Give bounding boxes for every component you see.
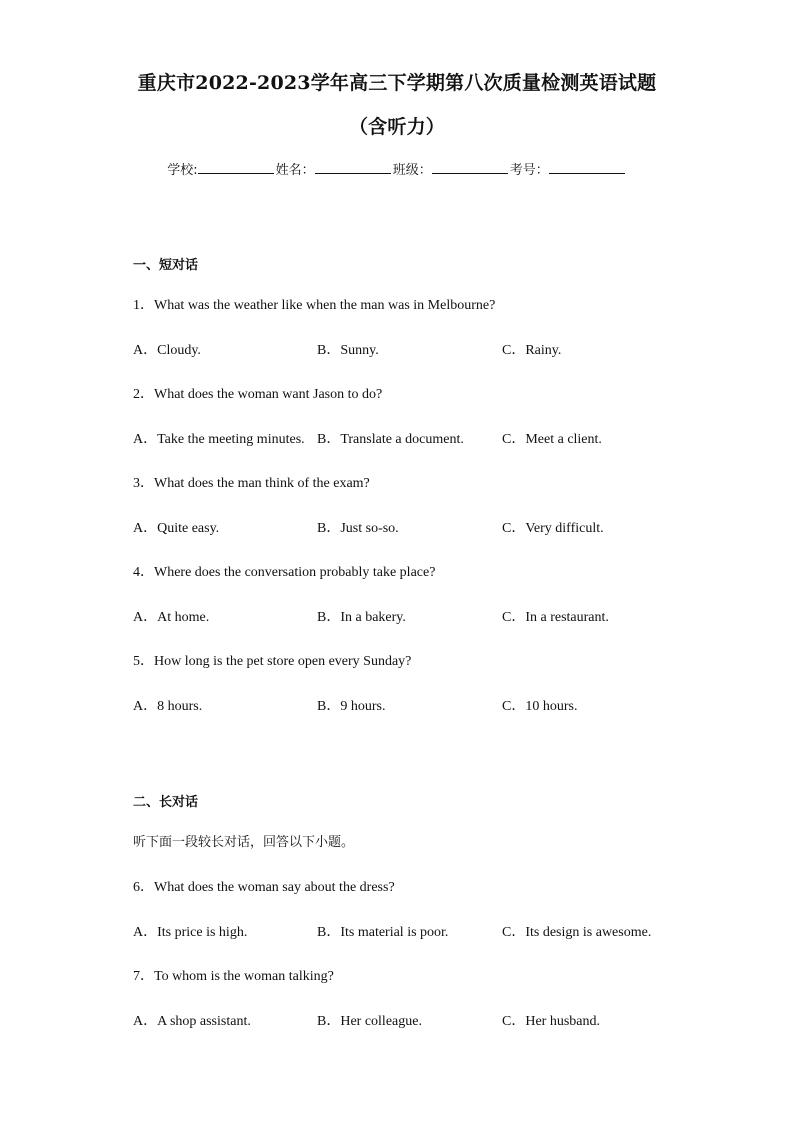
option-c: C．Very difficult.	[502, 521, 604, 536]
option-b: B．Translate a document.	[317, 432, 464, 447]
question-text: 5．How long is the pet store open every Sunday?	[133, 654, 412, 669]
option-a: A．At home.	[133, 610, 210, 625]
option-a: A．Its price is high.	[133, 925, 248, 940]
option-c: C．Her husband.	[502, 1014, 600, 1029]
name-blank	[315, 161, 391, 174]
school-blank	[198, 161, 274, 174]
name-label: 姓名：	[275, 163, 315, 178]
question-text: 2．What does the woman want Jason to do?	[133, 387, 383, 402]
option-b: B．Its material is poor.	[317, 925, 449, 940]
question-text: 7．To whom is the woman talking?	[133, 969, 334, 984]
answer-options	[133, 606, 693, 626]
option-b: B．Just so-so.	[317, 521, 399, 536]
answer-options	[133, 428, 693, 448]
option-b: B．Sunny.	[317, 343, 379, 358]
section-instruction: 听下面一段较长对话，回答以下小题。	[133, 835, 355, 850]
option-c: C．Rainy.	[502, 343, 562, 358]
answer-options	[133, 921, 693, 941]
option-c: C．In a restaurant.	[502, 610, 609, 625]
option-a: A．Quite easy.	[133, 521, 220, 536]
class-label: 班级：	[392, 163, 432, 178]
option-a: A．Cloudy.	[133, 343, 201, 358]
document-title: 重庆市2022-2023学年高三下学期第八次质量检测英语试题	[137, 72, 657, 94]
section-heading: 一、短对话	[133, 258, 199, 273]
answer-options	[133, 695, 693, 715]
exam-number-blank	[549, 161, 625, 174]
option-a: A．Take the meeting minutes.	[133, 432, 305, 447]
option-c: C．10 hours.	[502, 699, 578, 714]
exam-number-label: 考号：	[509, 163, 549, 178]
answer-options	[133, 1010, 693, 1030]
question-text: 6．What does the woman say about the dress?	[133, 880, 395, 895]
option-b: B．Her colleague.	[317, 1014, 422, 1029]
school-label: 学校:	[167, 163, 198, 178]
section-heading: 二、长对话	[133, 795, 199, 810]
option-b: B．9 hours.	[317, 699, 386, 714]
option-a: A．8 hours.	[133, 699, 203, 714]
question-text: 3．What does the man think of the exam?	[133, 476, 370, 491]
answer-options	[133, 339, 693, 359]
option-c: C．Meet a client.	[502, 432, 602, 447]
option-b: B．In a bakery.	[317, 610, 406, 625]
option-c: C．Its design is awesome.	[502, 925, 652, 940]
student-info-line	[0, 159, 794, 178]
question-text: 1．What was the weather like when the man was in Melbourne?	[133, 298, 496, 313]
option-a: A．A shop assistant.	[133, 1014, 251, 1029]
question-text: 4．Where does the conversation probably take place?	[133, 565, 436, 580]
answer-options	[133, 517, 693, 537]
document-subtitle: （含听力）	[348, 116, 445, 138]
class-blank	[432, 161, 508, 174]
